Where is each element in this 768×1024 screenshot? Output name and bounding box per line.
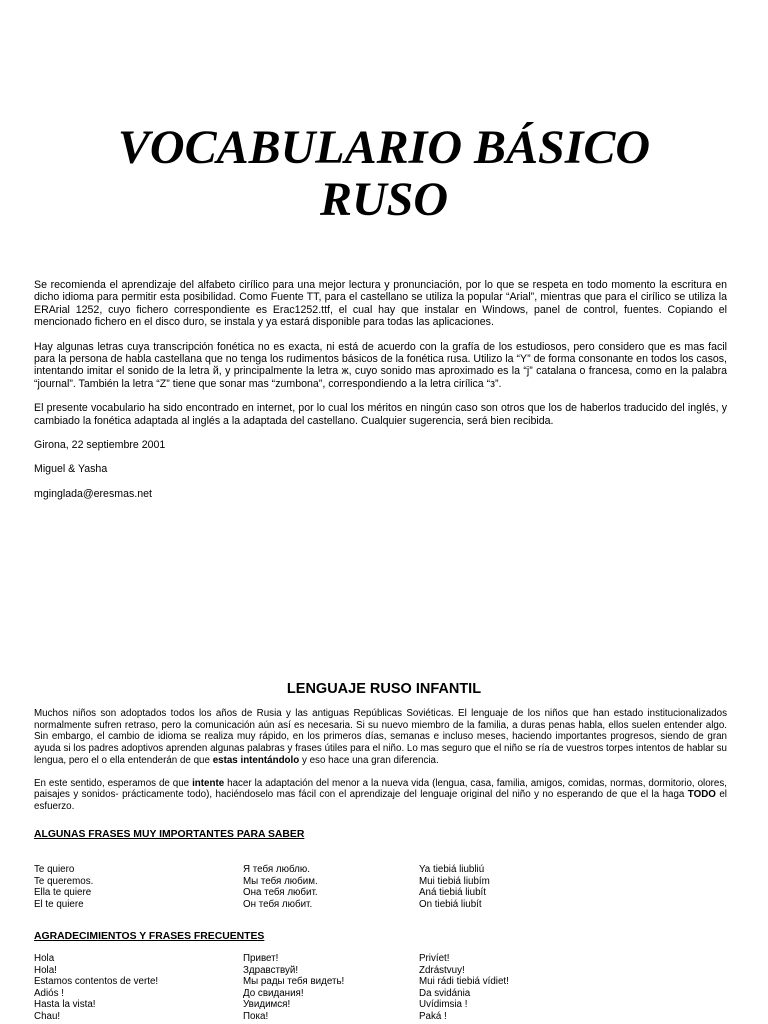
- intro-email: mginglada@eresmas.net: [34, 487, 152, 500]
- phrase-row: [34, 976, 734, 988]
- phrase-transliteration: Uvídimsia !: [419, 999, 468, 1011]
- phrase-spanish: Chau!: [34, 1010, 61, 1022]
- intro-paragraph-1: Se recomienda el aprendizaje del alfabeto cirílico para una mejor lectura y pronunciación, por lo que se respeta en todo momento la escritura en dicho idioma para permitir esta posibilidad. Como Fuente TT, para el castellano se utiliza la popular “Arial”, mientras que para el cirílico se utiliza la ERArial 1252, cuyo fichero correspondiente es Erac1252.ttf, el cual hay que instalar en Windows, panel de control, fuentes. Copiando el mencionado fichero en el disco duro, se instala y ya estará disponible para todas las aplicaciones.: [34, 279, 727, 329]
- phrase-row: [34, 899, 734, 911]
- phrase-transliteration: Privíet!: [419, 953, 450, 964]
- heading-agradecimientos: AGRADECIMIENTOS Y FRASES FRECUENTES: [34, 931, 265, 942]
- phrase-transliteration: Ya tiebiá liubliú: [419, 864, 485, 875]
- intro-authors: Miguel & Yasha: [34, 463, 108, 476]
- title-line-2: RUSO: [319, 173, 449, 226]
- phrase-transliteration: Da svidánia: [419, 987, 471, 999]
- intro-paragraph-3: El presente vocabulario ha sido encontrado en internet, por lo cual los méritos en ningún caso son otros que los de haberlos traducido del inglés, y cambiado la fonética adaptada al inglés a la adaptada del castellano. Cualquier sugerencia, será bien recibida.: [34, 402, 727, 427]
- section2-paragraph-2: [34, 778, 727, 813]
- phrase-cyrillic: Я тебя люблю.: [243, 864, 310, 875]
- phrase-spanish: Hasta la vista!: [34, 999, 96, 1011]
- section-title-lenguaje-infantil: LENGUAJE RUSO INFANTIL: [286, 681, 482, 697]
- phrase-cyrillic: Пока!: [243, 1010, 269, 1022]
- phrase-spanish: Adiós !: [34, 987, 64, 999]
- phrase-transliteration: Zdrástvuy!: [419, 964, 465, 976]
- phrase-spanish: Estamos contentos de verte!: [34, 976, 159, 988]
- phrase-spanish: Ella te quiere: [34, 887, 92, 899]
- phrase-row: [34, 965, 734, 977]
- phrase-cyrillic: Привет!: [243, 953, 279, 964]
- section2-p1-end: y eso hace una gran diferencia.: [301, 754, 439, 766]
- phrase-spanish: Hola!: [34, 964, 57, 976]
- phrase-table-important: [34, 864, 734, 910]
- heading-frases-importantes: ALGUNAS FRASES MUY IMPORTANTES PARA SABER: [34, 829, 305, 840]
- phrase-spanish: Te queremos.: [34, 875, 94, 887]
- phrase-transliteration: On tiebiá liubít: [419, 898, 482, 910]
- section-lenguaje-infantil: [34, 708, 727, 824]
- phrase-transliteration: Paká !: [419, 1010, 447, 1022]
- phrase-transliteration: Mui tiebiá liubím: [419, 875, 490, 887]
- document-title: [0, 122, 768, 226]
- section2-p2-bold-2: TODO: [687, 789, 716, 801]
- intro-section: [34, 279, 727, 512]
- phrase-spanish: Hola: [34, 953, 55, 964]
- section2-p1-text: Muchos niños son adoptados todos los años de Rusia y las antiguas Repúblicas Soviéticas. El lenguaje de los niños que han estado institucionalizados normalmente sufren retraso, pero la comunicación aún así es necesaria. Si su nuevo miembro de la familia, a duras penas habla, ellos suelen entender algo. Sin embargo, el cambio de idioma se realiza muy rápido, en los primeros días, semanas e incluso meses, haciendo importantes progresos, siendo de gran ayuda si los padres adoptivos aprenden algunas palabras y frases útiles para el niño. Lo mas seguro que el niño se ría de vuestros torpes intentos de hablar su lengua, pero el o ella entenderán de que: [34, 708, 727, 766]
- phrase-cyrillic: Она тебя любит.: [243, 887, 318, 899]
- phrase-row: [34, 864, 734, 876]
- phrase-row: [34, 876, 734, 888]
- section2-p2-bold-1: intente: [192, 777, 225, 789]
- phrase-row: [34, 953, 734, 965]
- section2-p2-mid: hacer la adaptación del menor a la nueva vida (lengua, casa, familia, amigos, comidas, normas, dormitorio, olores, paisajes y sonidos- prácticamente todo), haciéndoselo mas fácil con el aprendizaje del lenguaje original del niño y no esperando de que el la haga: [34, 777, 727, 801]
- section2-p2-end: el esfuerzo.: [34, 789, 727, 812]
- phrase-row: [34, 887, 734, 899]
- intro-paragraph-2: Hay algunas letras cuya transcripción fonética no es exacta, ni está de acuerdo con la grafía de los estudiosos, pero considero que es mas facil para la persona de habla castellana que no tenga los rudimentos básicos de la fonética rusa. Utilizo la “Y” de forma consonante en todos los casos, intentando imitar el sonido de la letra й, y principalmente la letra ж, cuyo sonido mas aproximado es la “j” catalana o francesa, como en la palabra “journal”. También la letra “Z” tiene que sonar mas “zumbona”, correspondiendo a la letra cirílica “з”.: [34, 340, 727, 390]
- section2-paragraph-1: [34, 708, 727, 767]
- phrase-row: [34, 999, 734, 1011]
- section2-p2-start: En este sentido, esperamos de que: [34, 777, 190, 789]
- phrase-row: [34, 988, 734, 1000]
- title-line-1: VOCABULARIO BÁSICO: [117, 121, 651, 174]
- phrase-cyrillic: Здравствуй!: [243, 964, 299, 976]
- phrase-cyrillic: Увидимся!: [243, 999, 291, 1011]
- phrase-cyrillic: Мы рады тебя видеть!: [243, 976, 345, 988]
- section2-p1-bold: estas intentándolo: [212, 754, 300, 766]
- phrase-cyrillic: До свидания!: [243, 987, 304, 999]
- phrase-row: [34, 1011, 734, 1023]
- phrase-cyrillic: Он тебя любит.: [243, 898, 313, 910]
- phrase-transliteration: Aná tiebiá liubít: [419, 887, 486, 899]
- intro-date: Girona, 22 septiembre 2001: [34, 439, 166, 452]
- phrase-transliteration: Mui rádi tiebiá vídiet!: [419, 976, 509, 988]
- phrase-table-frecuentes: [34, 953, 734, 1023]
- phrase-spanish: El te quiere: [34, 898, 84, 910]
- phrase-spanish: Te quiero: [34, 864, 75, 875]
- phrase-cyrillic: Мы тебя любим.: [243, 875, 318, 887]
